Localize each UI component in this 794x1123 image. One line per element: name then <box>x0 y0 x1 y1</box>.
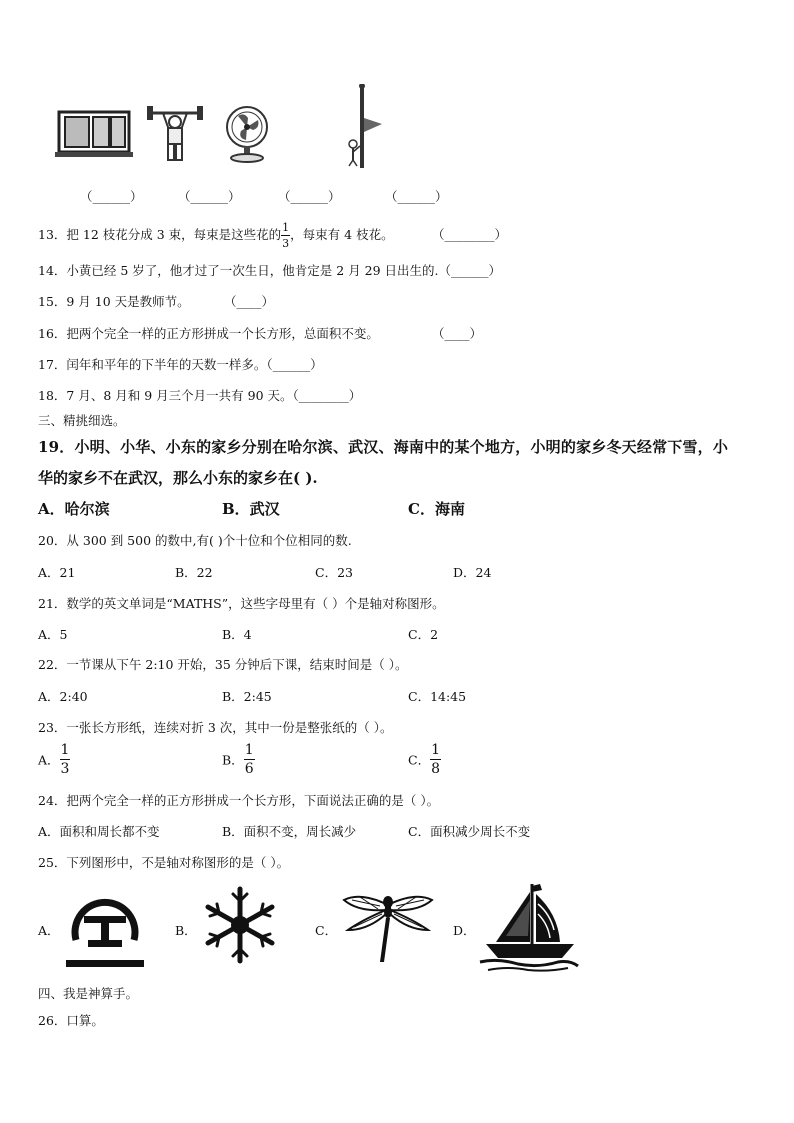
option-c[interactable]: C．14:45 <box>408 689 467 704</box>
option-a[interactable]: A．哈尔滨 <box>38 500 110 518</box>
option-b[interactable]: B．4 <box>222 627 252 642</box>
question-13 <box>38 222 394 249</box>
answer-blank[interactable]: （______） <box>385 189 448 204</box>
question-26: 26．口算。 <box>38 1013 104 1028</box>
option-b[interactable]: B．武汉 <box>222 500 280 518</box>
question-25: 25．下列图形中，不是轴对称图形的是（ ）。 <box>38 855 290 870</box>
metro-logo-icon <box>66 888 144 968</box>
option-c[interactable]: C． $\frac{1}{8}$ <box>408 742 440 777</box>
question-14: 14．小黄已经 5 岁了，他才过了一次生日，他肯定是 2 月 29 日出生的.（______） <box>38 263 502 278</box>
question-15: 15．9 月 10 天是教师节。 <box>38 294 190 309</box>
answer-blank[interactable]: （______） <box>278 189 341 204</box>
section-heading: 三、精挑细选。 <box>38 413 126 428</box>
option-b[interactable]: B． $\frac{1}{6}$ <box>222 742 254 777</box>
answer-blank[interactable]: （____） <box>224 294 275 309</box>
answer-blank[interactable]: （____） <box>432 326 483 341</box>
answer-blank[interactable]: （________） <box>432 227 508 242</box>
dragonfly-icon <box>340 890 436 966</box>
option-b[interactable]: B．22 <box>175 565 213 580</box>
question-text: ，每束有 4 枝花。 <box>290 227 394 242</box>
option-b[interactable]: B．面积不变，周长减少 <box>222 824 357 839</box>
option-b[interactable]: B． <box>175 923 197 938</box>
fraction: $\frac{1}{3}$ <box>60 742 70 777</box>
option-c[interactable]: C． <box>315 923 338 938</box>
option-a[interactable]: A．2:40 <box>38 689 88 704</box>
snowflake-icon <box>200 884 280 966</box>
section-heading: 四、我是神算手。 <box>38 986 139 1001</box>
flagpole-icon <box>340 84 386 168</box>
window-icon <box>55 110 133 158</box>
option-d[interactable]: D．24 <box>453 565 492 580</box>
option-a[interactable]: A． <box>38 923 60 938</box>
option-a[interactable]: A．21 <box>38 565 76 580</box>
fraction: $\frac{1}{6}$ <box>244 742 254 777</box>
option-c[interactable]: C．海南 <box>408 500 465 518</box>
option-d[interactable]: D． <box>453 923 476 938</box>
question-19-line1: 19．小明、小华、小东的家乡分别在哈尔滨、武汉、海南中的某个地方，小明的家乡冬天经常下雪，小 <box>38 438 729 456</box>
option-a[interactable]: A．5 <box>38 627 68 642</box>
fraction: $\frac{1}{3}$ <box>282 221 290 250</box>
weightlifter-icon <box>145 100 205 164</box>
question-20: 20．从 300 到 500 的数中,有( )个十位和个位相同的数. <box>38 533 352 548</box>
fan-icon <box>224 104 270 164</box>
question-23: 23．一张长方形纸，连续对折 3 次，其中一份是整张纸的（ ）。 <box>38 720 393 735</box>
fraction: $\frac{1}{8}$ <box>431 742 440 777</box>
option-a[interactable]: A．面积和周长都不变 <box>38 824 160 839</box>
answer-blank[interactable]: （______） <box>178 189 241 204</box>
question-21: 21．数学的英文单词是“MATHS”，这些字母里有（ ）个是轴对称图形。 <box>38 596 445 611</box>
question-16: 16．把两个完全一样的正方形拼成一个长方形，总面积不变。 <box>38 326 379 341</box>
option-a[interactable]: A． $\frac{1}{3}$ <box>38 742 70 777</box>
question-24: 24．把两个完全一样的正方形拼成一个长方形，下面说法正确的是（ ）。 <box>38 793 440 808</box>
sailboat-icon <box>478 880 582 974</box>
question-22: 22．一节课从下午 2:10 开始，35 分钟后下课，结束时间是（ ）。 <box>38 657 408 672</box>
question-19-line2: 华的家乡不在武汉，那么小东的家乡在( ). <box>38 469 318 487</box>
question-17: 17．闰年和平年的下半年的天数一样多。（______） <box>38 357 323 372</box>
question-text: 13．把 12 枝花分成 3 束，每束是这些花的 <box>38 227 282 242</box>
option-c[interactable]: C．23 <box>315 565 353 580</box>
answer-blank[interactable]: （______） <box>80 189 143 204</box>
option-c[interactable]: C．面积减少周长不变 <box>408 824 531 839</box>
option-b[interactable]: B．2:45 <box>222 689 272 704</box>
option-c[interactable]: C．2 <box>408 627 439 642</box>
question-18: 18．7 月、8 月和 9 月三个月一共有 90 天。（________） <box>38 388 362 403</box>
